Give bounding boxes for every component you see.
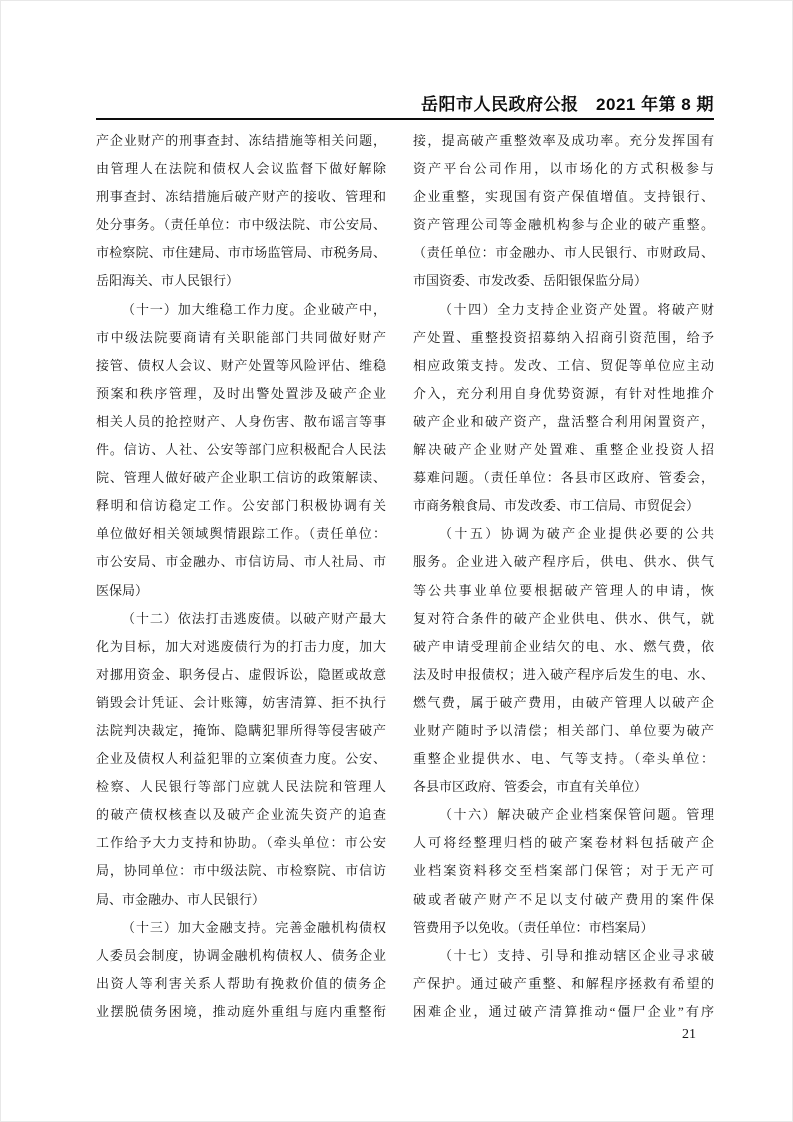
text-line: 接管、债权人会议、财产处置等风险评估、维稳 bbox=[96, 357, 386, 373]
text-line: 相应政策支持。发改、工信、贸促等单位应主动 bbox=[413, 357, 714, 373]
text-line: 资产平台公司作用，以市场化的方式积极参与 bbox=[413, 161, 714, 177]
text-line: 的破产债权核查以及破产企业流失资产的追查 bbox=[96, 807, 386, 823]
text-line: 市公安局、市金融办、市信访局、市人社局、市 bbox=[96, 554, 386, 570]
text-line: 医保局） bbox=[96, 582, 149, 598]
text-line: 破产申请受理前企业结欠的电、水、燃气费，依 bbox=[413, 638, 714, 654]
text-line: 破或者破产财产不足以支付破产费用的案件保 bbox=[413, 891, 714, 907]
text-line: 市检察院、市住建局、市市场监管局、市税务局、 bbox=[96, 245, 386, 261]
text-line: （十五）协调为破产企业提供必要的公共 bbox=[439, 526, 714, 542]
text-line: 介入，充分利用自身优势资源，有针对性地推介 bbox=[413, 385, 714, 401]
text-line: 接，提高破产重整效率及成功率。充分发挥国有 bbox=[413, 133, 714, 148]
page-number: 21 bbox=[682, 1027, 696, 1042]
text-line: 相关人员的抢控财产、人身伤害、散布谣言等事 bbox=[96, 413, 386, 429]
text-line: 业财产随时予以清偿；相关部门、单位要为破产 bbox=[413, 722, 714, 738]
text-line: 岳阳海关、市人民银行） bbox=[96, 273, 240, 289]
text-line: （十四）全力支持企业资产处置。将破产财 bbox=[439, 301, 714, 317]
text-line: 销毁会计凭证、会计账簿，妨害清算、拒不执行 bbox=[96, 694, 386, 710]
text-line: （十六）解决破产企业档案保管问题。管理 bbox=[439, 807, 714, 823]
text-line: 市国资委、市发改委、岳阳银保监分局） bbox=[413, 273, 648, 289]
text-line: 释明和信访稳定工作。公安部门积极协调有关 bbox=[96, 498, 386, 514]
text-line: 资产管理公司等金融机构参与企业的破产重整。 bbox=[413, 217, 714, 233]
page-header bbox=[96, 95, 714, 120]
text-line: 院、管理人做好破产企业职工信访的政策解读、 bbox=[96, 470, 386, 486]
text-line: 企业及债权人利益犯罪的立案侦查力度。公安、 bbox=[96, 751, 386, 767]
text-line: 等公共事业单位要根据破产管理人的申请，恢 bbox=[413, 582, 714, 598]
document-body bbox=[96, 127, 714, 1026]
text-line: 解决破产企业财产处置难、重整企业投资人招 bbox=[413, 442, 714, 458]
text-line: 募难问题。（责任单位：各县市区政府、管委会， bbox=[413, 470, 714, 486]
text-line: 服务。企业进入破产程序后，供电、供水、供气 bbox=[413, 554, 714, 570]
text-line: 刑事查封、冻结措施后破产财产的接收、管理和 bbox=[96, 189, 386, 205]
text-line: 件。信访、人社、公安等部门应积极配合人民法 bbox=[96, 442, 386, 458]
left-column bbox=[96, 127, 386, 1026]
text-line: 产保护。通过破产重整、和解程序拯救有希望的 bbox=[413, 975, 714, 991]
text-line: 人可将经整理归档的破产案卷材料包括破产企 bbox=[413, 835, 714, 851]
text-line: 产处置、重整投资招募纳入招商引资范围，给予 bbox=[413, 329, 714, 345]
text-line: 困难企业，通过破产清算推动“僵尸企业”有序 bbox=[413, 1003, 714, 1019]
text-line: 法及时申报债权；进入破产程序后发生的电、水、 bbox=[413, 666, 714, 682]
text-line: 局，协同单位：市中级法院、市检察院、市信访 bbox=[96, 863, 386, 879]
text-line: 燃气费，属于破产费用，由破产管理人以破产企 bbox=[413, 694, 714, 710]
text-line: （责任单位：市金融办、市人民银行、市财政局、 bbox=[413, 245, 714, 261]
text-line: 各县市区政府、管委会，市直有关单位） bbox=[413, 779, 648, 795]
text-line: 管费用予以免收。（责任单位：市档案局） bbox=[413, 919, 654, 935]
text-line: 预案和秩序管理，及时出警处置涉及破产企业 bbox=[96, 385, 386, 401]
text-line: 市中级法院要商请有关职能部门共同做好财产 bbox=[96, 329, 386, 345]
text-line: 单位做好相关领域舆情跟踪工作。（责任单位： bbox=[96, 526, 386, 542]
text-line: 对挪用资金、职务侵占、虚假诉讼，隐匿或故意 bbox=[96, 666, 386, 682]
text-line: 市商务粮食局、市发改委、市工信局、市贸促会） bbox=[413, 498, 700, 514]
text-line: 重整企业提供水、电、气等支持。（牵头单位： bbox=[413, 751, 714, 767]
text-line: 复对符合条件的破产企业供电、供水、供气，就 bbox=[413, 610, 714, 626]
text-line: 法院判决裁定，掩饰、隐瞒犯罪所得等侵害破产 bbox=[96, 722, 386, 738]
text-line: 业档案资料移交至档案部门保管；对于无产可 bbox=[413, 863, 714, 879]
text-line: 产企业财产的刑事查封、冻结措施等相关问题， bbox=[96, 133, 386, 148]
text-line: 业摆脱债务困境，推动庭外重组与庭内重整衔 bbox=[96, 1003, 386, 1019]
right-column bbox=[413, 127, 714, 1026]
text-line: 企业重整，实现国有资产保值增值。支持银行、 bbox=[413, 189, 714, 205]
text-line: 处分事务。（责任单位：市中级法院、市公安局、 bbox=[96, 217, 386, 233]
text-line: （十二）依法打击逃废债。以破产财产最大 bbox=[122, 610, 386, 626]
text-line: 由管理人在法院和债权人会议监督下做好解除 bbox=[96, 161, 386, 177]
header-rule bbox=[96, 118, 714, 120]
text-line: 工作给予大力支持和协助。（牵头单位：市公安 bbox=[96, 835, 386, 851]
text-line: 检察、人民银行等部门应就人民法院和管理人 bbox=[96, 779, 386, 795]
text-line: （十一）加大维稳工作力度。企业破产中， bbox=[122, 301, 386, 317]
text-line: （十七）支持、引导和推动辖区企业寻求破 bbox=[439, 947, 714, 963]
text-line: 人委员会制度，协调金融机构债权人、债务企业 bbox=[96, 947, 386, 963]
text-line: 出资人等利害关系人帮助有挽救价值的债务企 bbox=[96, 975, 386, 991]
gazette-header-title: 岳阳市人民政府公报 2021 年第 8 期 bbox=[421, 95, 714, 114]
text-line: （十三）加大金融支持。完善金融机构债权 bbox=[122, 919, 386, 935]
text-line: 化为目标，加大对逃废债行为的打击力度，加大 bbox=[96, 638, 386, 654]
text-line: 破产企业和破产资产，盘活整合利用闲置资产， bbox=[413, 413, 714, 429]
text-line: 局、市金融办、市人民银行） bbox=[96, 891, 266, 907]
